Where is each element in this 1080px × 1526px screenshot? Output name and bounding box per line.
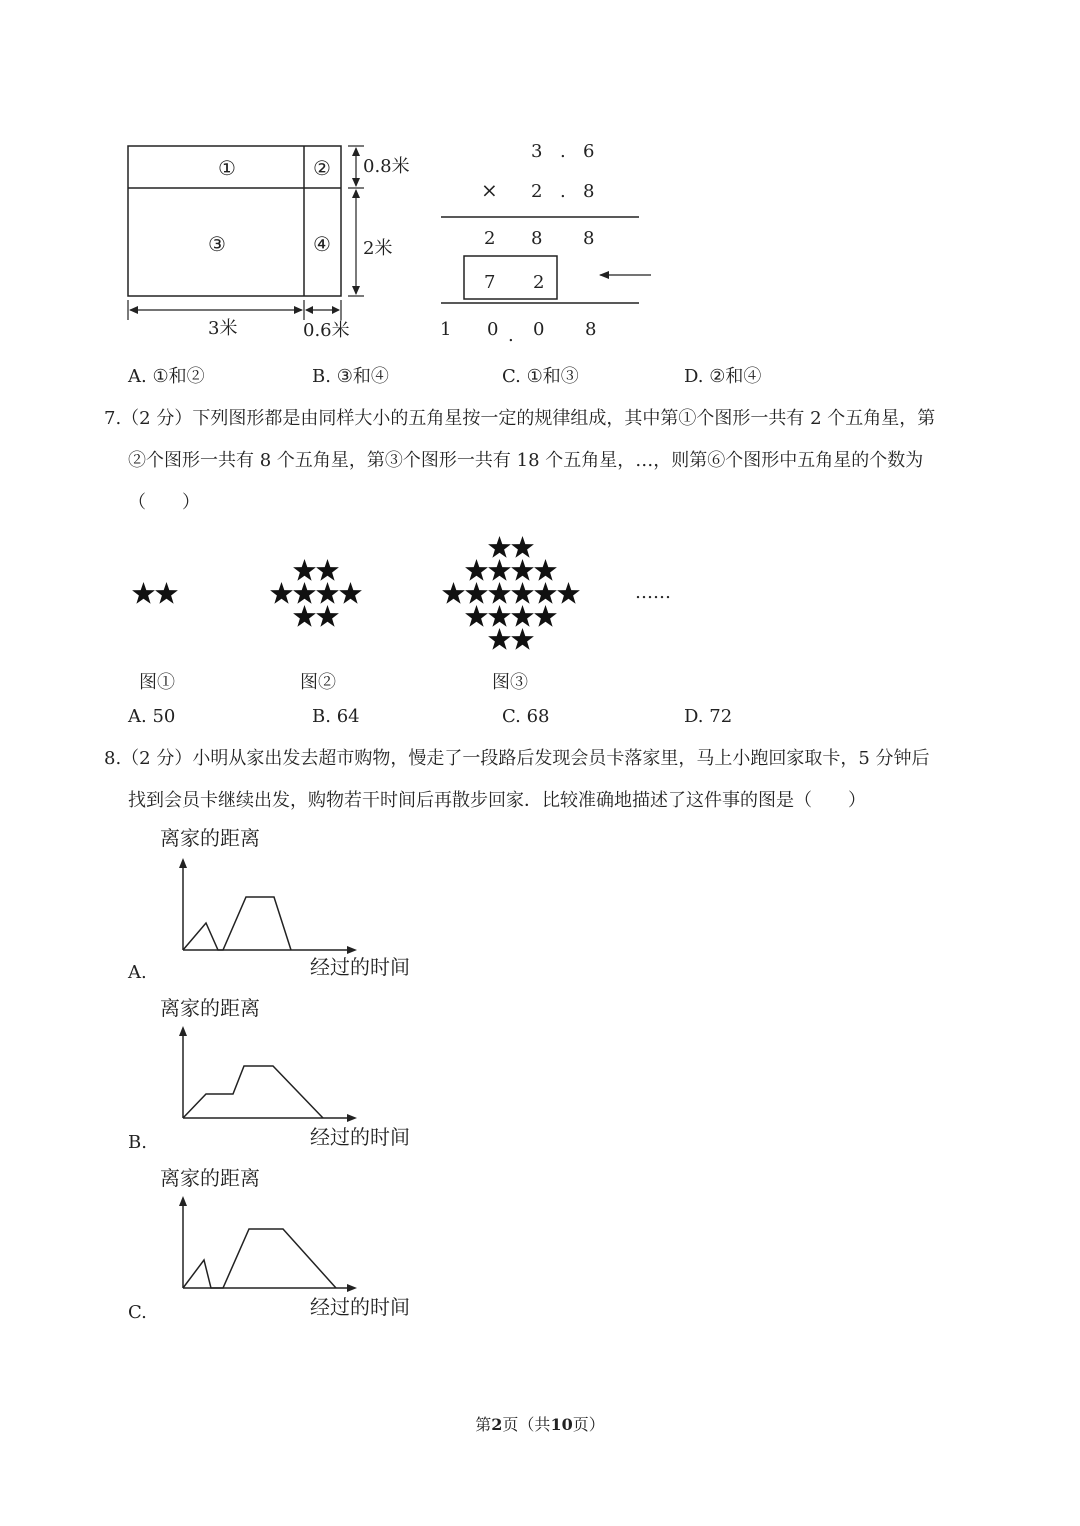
star-icon xyxy=(488,628,511,650)
mult-digit: . xyxy=(508,325,514,346)
q7-option-b: B. 64 xyxy=(312,706,360,727)
star-icon xyxy=(557,582,580,604)
ellipsis: …… xyxy=(635,582,671,603)
mult-digit: 7 xyxy=(484,272,496,293)
star-icon xyxy=(511,628,534,650)
star-icon xyxy=(465,559,488,581)
region-3-label: ③ xyxy=(208,232,226,256)
star-icon xyxy=(534,582,557,604)
mult-digit: 6 xyxy=(583,141,595,162)
mult-symbol: × xyxy=(481,178,498,202)
q6-option-c: C. ①和③ xyxy=(502,366,579,387)
mult-digit: . xyxy=(560,141,566,162)
height-bottom-label: 2米 xyxy=(363,238,393,259)
graph-c-letter: C. xyxy=(128,1302,147,1323)
star-icon xyxy=(316,582,339,604)
graph-b-letter: B. xyxy=(128,1132,147,1153)
graph-c-ylabel: 离家的距离 xyxy=(160,1166,260,1190)
star-icon xyxy=(511,605,534,627)
figure-label-2: 图② xyxy=(300,672,336,693)
mult-digit: 1 xyxy=(440,319,452,340)
q7-option-c: C. 68 xyxy=(502,706,550,727)
page-footer: 第2页（共10页） xyxy=(475,1415,605,1434)
q7-option-a: A. 50 xyxy=(128,706,176,727)
graph-a xyxy=(175,856,375,956)
mult-digit: 2 xyxy=(531,181,543,202)
region-1-label: ① xyxy=(218,156,236,180)
mult-digit: 8 xyxy=(583,181,595,202)
graph-b-ylabel: 离家的距离 xyxy=(160,996,260,1020)
figure-label-3: 图③ xyxy=(492,672,528,693)
mult-digit: 8 xyxy=(531,228,543,249)
mult-digit: 3 xyxy=(531,141,543,162)
star-icon xyxy=(534,605,557,627)
area-diagram xyxy=(120,140,420,340)
star-icon xyxy=(488,582,511,604)
q6-option-d: D. ②和④ xyxy=(684,366,762,387)
region-2-label: ② xyxy=(313,156,331,180)
q6-option-a: A. ①和② xyxy=(128,366,205,387)
q6-option-b: B. ③和④ xyxy=(312,366,389,387)
graph-b-xlabel: 经过的时间 xyxy=(310,1125,410,1149)
star-icon xyxy=(511,559,534,581)
star-icon xyxy=(316,559,339,581)
graph-a-xlabel: 经过的时间 xyxy=(310,955,410,979)
graph-a-letter: A. xyxy=(128,962,147,983)
star-figure-2 xyxy=(270,559,362,627)
mult-digit: . xyxy=(560,181,566,202)
q7-option-d: D. 72 xyxy=(684,706,733,727)
vertical-multiplication xyxy=(435,138,665,346)
star-icon xyxy=(465,582,488,604)
star-icon xyxy=(270,582,293,604)
star-icon xyxy=(316,605,339,627)
star-icon xyxy=(155,582,178,604)
mult-digit: 8 xyxy=(585,319,597,340)
star-icon xyxy=(465,605,488,627)
star-figure-3 xyxy=(442,536,580,650)
q7-stem-line2: ②个图形一共有 8 个五角星，第③个图形一共有 18 个五角星，…，则第⑥个图形中五角星的个数为 xyxy=(128,450,924,471)
graph-c xyxy=(175,1194,375,1294)
star-figure-1 xyxy=(132,582,178,604)
star-icon xyxy=(293,582,316,604)
q8-stem-line1: 8.（2 分）小明从家出发去超市购物，慢走了一段路后发现会员卡落家里，马上小跑回家取卡，5 分钟后 xyxy=(104,748,930,769)
star-icon xyxy=(132,582,155,604)
star-icon xyxy=(534,559,557,581)
graph-b xyxy=(175,1024,375,1124)
figure-label-1: 图① xyxy=(139,672,175,693)
star-icon xyxy=(511,582,534,604)
star-icon xyxy=(488,559,511,581)
width-left-label: 3米 xyxy=(208,318,238,339)
height-top-label: 0.8米 xyxy=(363,156,410,177)
q8-stem-line2: 找到会员卡继续出发，购物若干时间后再散步回家．比较准确地描述了这件事的图是（ ） xyxy=(128,790,866,811)
star-icon xyxy=(511,536,534,558)
mult-digit: 0 xyxy=(487,319,499,340)
star-icon xyxy=(293,559,316,581)
region-4-label: ④ xyxy=(313,232,331,256)
star-icon xyxy=(293,605,316,627)
q7-stem-line3: （ ） xyxy=(128,492,200,513)
star-patterns xyxy=(120,528,680,658)
mult-digit: 0 xyxy=(533,319,545,340)
mult-digit: 2 xyxy=(533,272,545,293)
mult-digit: 2 xyxy=(484,228,496,249)
star-icon xyxy=(442,582,465,604)
width-right-label: 0.6米 xyxy=(303,320,350,341)
star-icon xyxy=(339,582,362,604)
star-icon xyxy=(488,536,511,558)
graph-c-xlabel: 经过的时间 xyxy=(310,1295,410,1319)
mult-digit: 8 xyxy=(583,228,595,249)
q7-stem-line1: 7.（2 分）下列图形都是由同样大小的五角星按一定的规律组成，其中第①个图形一共有 2 个五角星，第 xyxy=(104,408,936,429)
star-icon xyxy=(488,605,511,627)
graph-a-ylabel: 离家的距离 xyxy=(160,826,260,850)
